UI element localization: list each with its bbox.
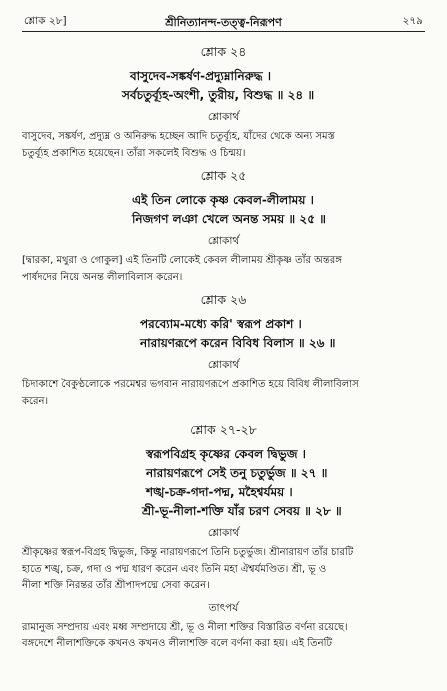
verse-line: শঙ্খ-চক্র-গদা-পদ্ম, মহৈশ্বর্যময় । <box>146 485 293 499</box>
verse-heading: শ্লোক ২৪ <box>200 44 247 59</box>
verse-line: নিজগণ লঞা খেলে অনন্ত সময় ॥ ২৫ ॥ <box>132 212 326 226</box>
verse-section <box>22 44 425 162</box>
translation-line: করেন। <box>22 395 49 407</box>
verse-section <box>22 168 425 286</box>
verse-line: স্বরূপবিগ্রহ কৃষ্ণের কেবল দ্বিভুজ । <box>146 447 306 461</box>
header-rule <box>22 31 425 32</box>
verse-line: শ্রী-ভূ-নীলা-শক্তি যাঁর চরণ সেবয় ॥ ২৮ ॥ <box>142 504 342 518</box>
translation-text <box>22 377 425 410</box>
translation-line: শ্রীকৃষ্ণের স্বরূপ-বিগ্রহ দ্বিভুজ, কিন্তু নারায়ণরূপে তিনি চতুর্ভুজ। শ্রীনারায়ণ তাঁর চারটি <box>22 547 354 558</box>
purport-line: বঙ্গদেশে নীলাশক্তিকে কখনও কখনও লীলাশক্তি বলে বর্ণনা করা হয়। এই তিনটি <box>22 638 332 649</box>
verse-heading: শ্লোক ২৭-২৮ <box>190 422 257 437</box>
verse-text <box>142 445 425 521</box>
verse-heading: শ্লোক ২৬ <box>200 292 247 307</box>
header-verse-ref: শ্লোক ২৮] <box>24 15 67 27</box>
translation-heading: শ্লোকার্থ <box>207 359 240 371</box>
verse-line: নারায়ণরূপে করেন বিবিধ বিলাস ॥ ২৬ ॥ <box>140 336 336 350</box>
translation-line: পার্ষদদের নিয়ে অনন্ত লীলাবিলাস করেন। <box>22 271 183 283</box>
purport-heading: তাৎপর্য <box>208 601 239 614</box>
translation-text <box>22 545 425 595</box>
verse-line: নারায়ণরূপে সেই তনু চতুর্ভুজ ॥ ২৭ ॥ <box>146 466 328 480</box>
running-header <box>24 14 423 32</box>
translation-line: [দ্বারকা, মথুরা ও গোকুল] এই তিনটি লোকেই কেবল লীলাময় শ্রীকৃষ্ণ তাঁর অন্তরঙ্গ <box>22 255 342 266</box>
purport-section <box>22 601 425 653</box>
translation-line: নীলা শক্তি নিরন্তর তাঁর শ্রীপাদপদ্মে সেবা করেন। <box>22 580 210 591</box>
verse-line: এই তিন লোকে কৃষ্ণ কেবল-লীলাময় । <box>132 193 314 207</box>
translation-heading: শ্লোকার্থ <box>207 111 240 123</box>
translation-line: চতুর্ব্যূহ প্রকাশিত হয়েছেন। তাঁরা সকলেই বিশুদ্ধ ও চিন্ময়। <box>22 147 246 159</box>
translation-line: চিদাকাশে বৈকুণ্ঠলোকে পরমেশ্বর ভগবান নারায়ণরূপে প্রকাশিত হয়ে বিবিধ লীলাবিলাস <box>22 379 359 390</box>
purport-text <box>22 620 425 653</box>
translation-heading: শ্লোকার্থ <box>207 527 240 539</box>
verse-line: সর্বচতুর্ব্যূহ-অংশী, তুরীয়, বিশুদ্ধ ॥ ২৪ ॥ <box>122 88 315 102</box>
page-body <box>22 44 425 653</box>
translation-text <box>22 129 425 162</box>
verse-text <box>122 67 425 105</box>
verse-heading: শ্লোক ২৫ <box>200 168 247 183</box>
translation-line: বাসুদেব, সঙ্কর্ষণ, প্রদ্যুম্ন ও অনিরুদ্ধ হচ্ছেন আদি চতুর্ব্যূহ, যাঁদের থেকে অন্য সমস্ত <box>22 131 335 142</box>
verse-section <box>22 292 425 410</box>
translation-text <box>22 253 425 286</box>
header-chapter-title: শ্রীনিত্যানন্দ-তত্ত্ব-নিরূপণ <box>165 16 282 29</box>
verse-section <box>22 422 425 595</box>
translation-heading: শ্লোকার্থ <box>207 235 240 247</box>
verse-text <box>132 191 425 229</box>
verse-text <box>140 315 425 353</box>
verse-line: বাসুদেব-সঙ্কর্ষণ-প্রদ্যুম্নানিরুদ্ধ । <box>130 69 272 83</box>
translation-line: হাতে শঙ্খ, চক্র, গদা ও পদ্ম ধারণ করেন এবং তিনি মহা ঐশ্বর্যমণ্ডিত। শ্রী, ভূ ও <box>22 563 327 575</box>
verse-line: পরব্যোম-মধ্যে করি' স্বরূপ প্রকাশ । <box>140 317 302 331</box>
purport-line: রামানুজ সম্প্রদায় এবং মধ্ব সম্প্রদায়ে শ্রী, ভূ ও নীলা শক্তির বিস্তারিত বর্ণনা রয়েছে। <box>22 621 348 633</box>
page-number: ২৭৯ <box>402 15 423 27</box>
